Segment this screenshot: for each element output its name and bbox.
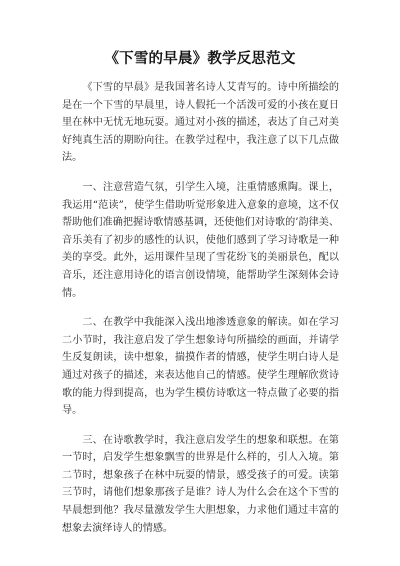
paragraph-point-two: 二、在教学中我能深入浅出地渗透意象的解读。如在学习二小节时，我注意启发了学生想象诗句所描绘的画面，并请学生反复朗读，读中想象，揣摸作者的情感，使学生明白诗人是通过对孩子的描述，来表达他自己的情感。使学生理解欣赏诗歌的能力得到提高，也为学生模仿诗歌这一特点做了必要的指导。 — [62, 317, 339, 417]
paragraph-point-one: 一、注意营造气氛，引学生入境，注重情感熏陶。课上，我运用“范读”，使学生借助听觉形象进入意象的意境，这不仅帮助他们准确把握诗歌情感基调，还使他们对诗歌的’韵律美、音乐美有了初步的感性的认识，使他们感到了学习诗歌是一种美的享受。此外，运用课件呈现了雪花纷飞的美丽景色，配以音乐，还注意用诗化的语言创设情境，能帮助学生深刻体会诗情。 — [62, 181, 339, 299]
paragraph-point-three: 三、在诗歌教学时，我注意启发学生的想象和联想。在第一节时，启发学生想象飘雪的世界是什么样的，引人入境。第二节时，想象孩子在林中玩耍的情景，感受孩子的可爱。读第三节时，请他们想象那孩子是谁？诗人为什么会在这个下雪的早晨想到他？我尽量激发学生大胆想象，力求他们通过丰富的想象去演绎诗人的情感。 — [62, 434, 339, 534]
document-title: 《下雪的早晨》教学反思范文 — [104, 51, 296, 67]
paragraph-intro: 《下雪的早晨》是我国著名诗人艾青写的。诗中所描绘的是在一个下雪的早晨里，诗人假托一个活泼可爱的小孩在夏日里在林中无忧无地玩耍。通过对小孩的描述，表达了自己对美好纯真生活的期盼向往。在教学过程中，我注意了以下几点做法。 — [62, 82, 339, 164]
document-body — [62, 79, 339, 537]
